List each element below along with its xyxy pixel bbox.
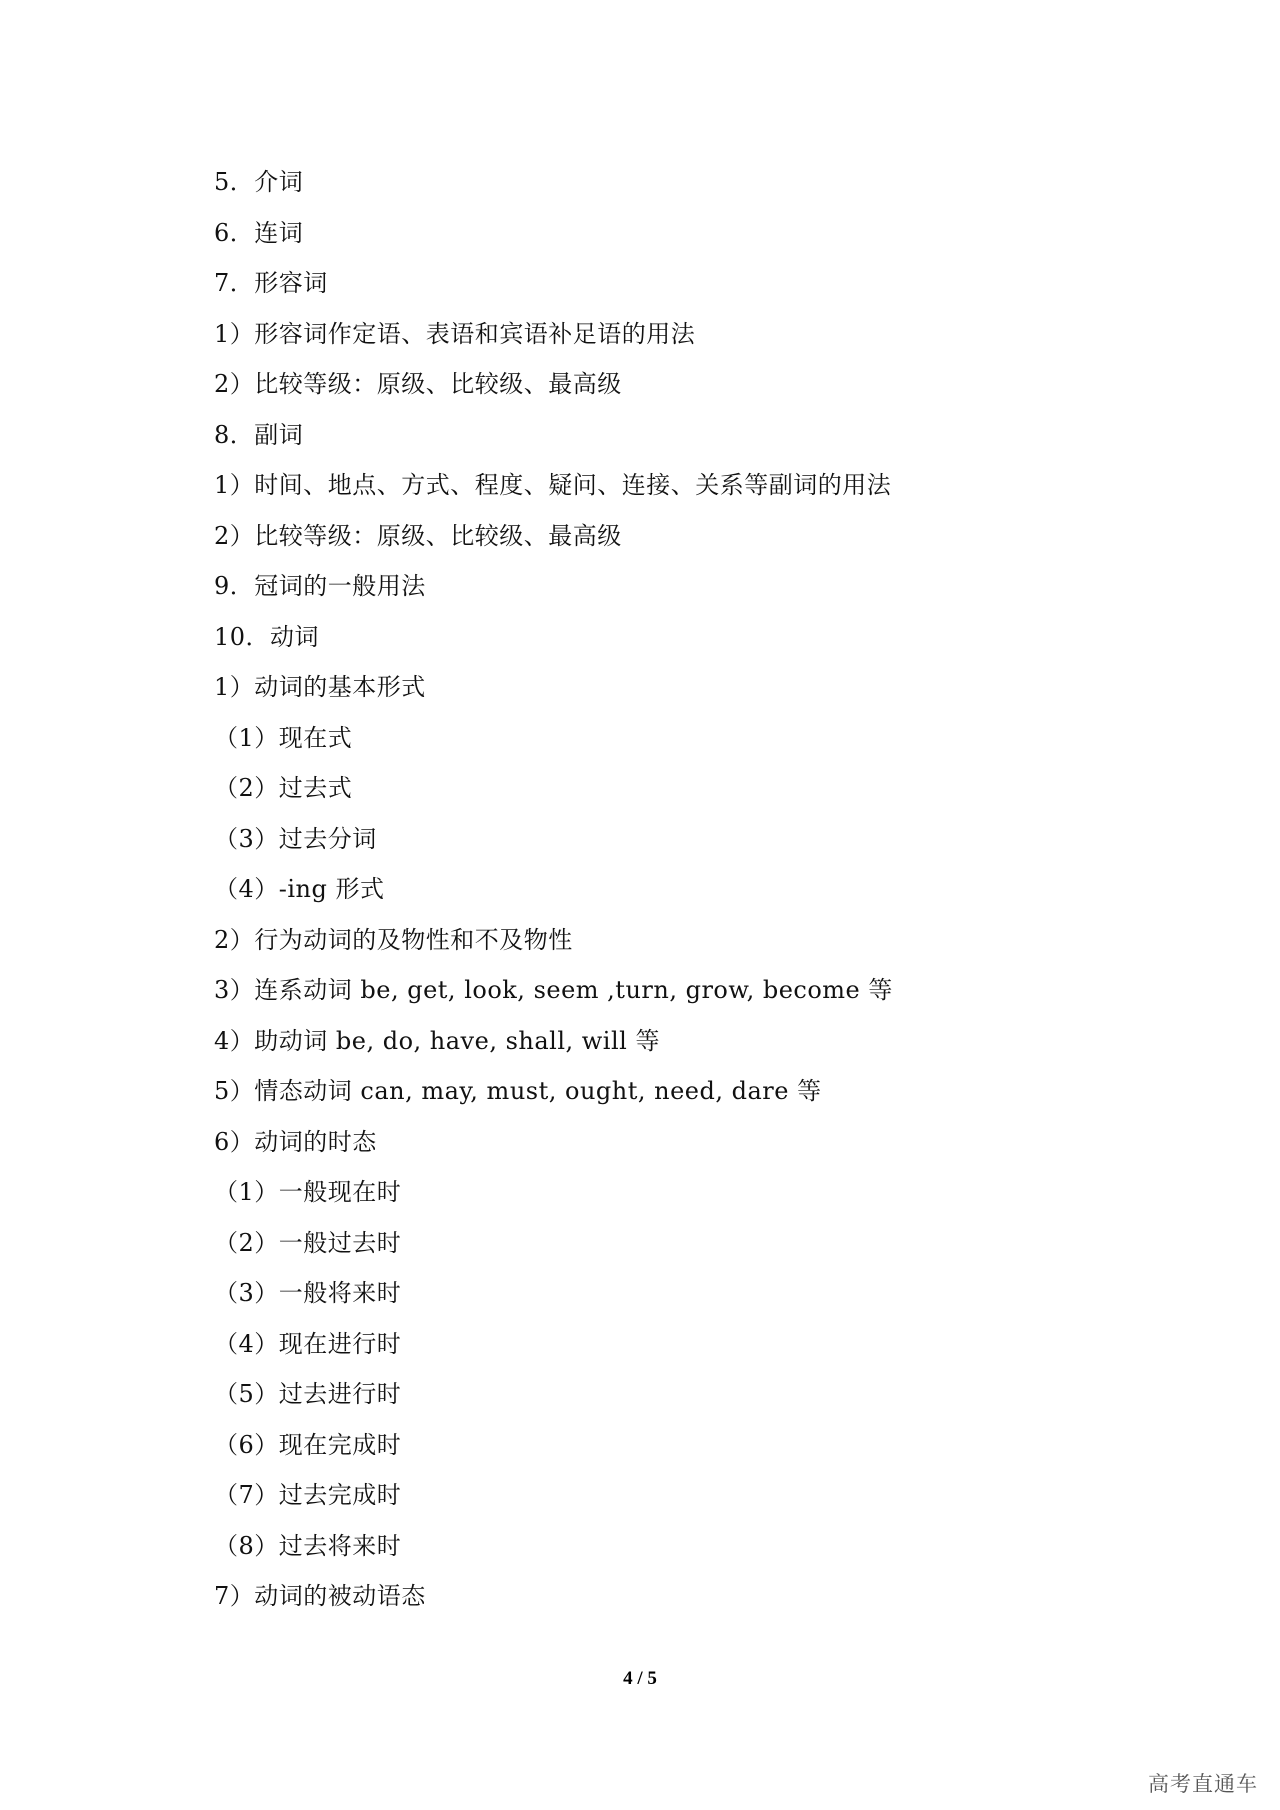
section-heading-adverb: 8．副词 [214,420,304,449]
list-item: 2）行为动词的及物性和不及物性 [214,925,573,954]
section-heading-conjunction: 6．连词 [214,218,304,247]
list-item: 1）动词的基本形式 [214,673,426,701]
sub-list-item: （4）现在进行时 [214,1329,402,1358]
section-heading-verb: 10．动词 [214,622,320,651]
list-item: 5）情态动词 can, may, must, ought, need, dare 等 [214,1077,822,1105]
sub-list-item: （1）现在式 [214,723,353,752]
list-item: 4）助动词 be, do, have, shall, will 等 [214,1026,660,1055]
list-item: 3）连系动词 be, get, look, seem ,turn, grow, become 等 [214,976,893,1004]
section-heading-adjective: 7．形容词 [214,269,328,297]
list-item: 1）形容词作定语、表语和宾语补足语的用法 [214,319,696,348]
sub-list-item: （5）过去进行时 [214,1380,402,1408]
sub-list-item: （8）过去将来时 [214,1531,402,1560]
sub-list-item: （6）现在完成时 [214,1430,402,1459]
watermark: 高考直通车 [1148,1772,1258,1796]
list-item: 2）比较等级：原级、比较级、最高级 [214,370,622,398]
list-item: 2）比较等级：原级、比较级、最高级 [214,521,622,550]
document-body [214,157,1114,1622]
list-item: 6）动词的时态 [214,1127,377,1156]
sub-list-item: （2）一般过去时 [214,1228,402,1257]
sub-list-item: （1）一般现在时 [214,1178,402,1206]
page-number: 4 / 5 [623,1668,657,1689]
sub-list-item: （7）过去完成时 [214,1481,402,1509]
section-heading-preposition: 5．介词 [214,168,304,196]
sub-list-item: （4）-ing 形式 [214,875,385,903]
list-item: 1）时间、地点、方式、程度、疑问、连接、关系等副词的用法 [214,471,892,499]
list-item: 7）动词的被动语态 [214,1582,426,1610]
sub-list-item: （3）一般将来时 [214,1279,402,1307]
section-heading-article: 9．冠词的一般用法 [214,572,426,600]
sub-list-item: （3）过去分词 [214,824,377,853]
sub-list-item: （2）过去式 [214,774,353,802]
